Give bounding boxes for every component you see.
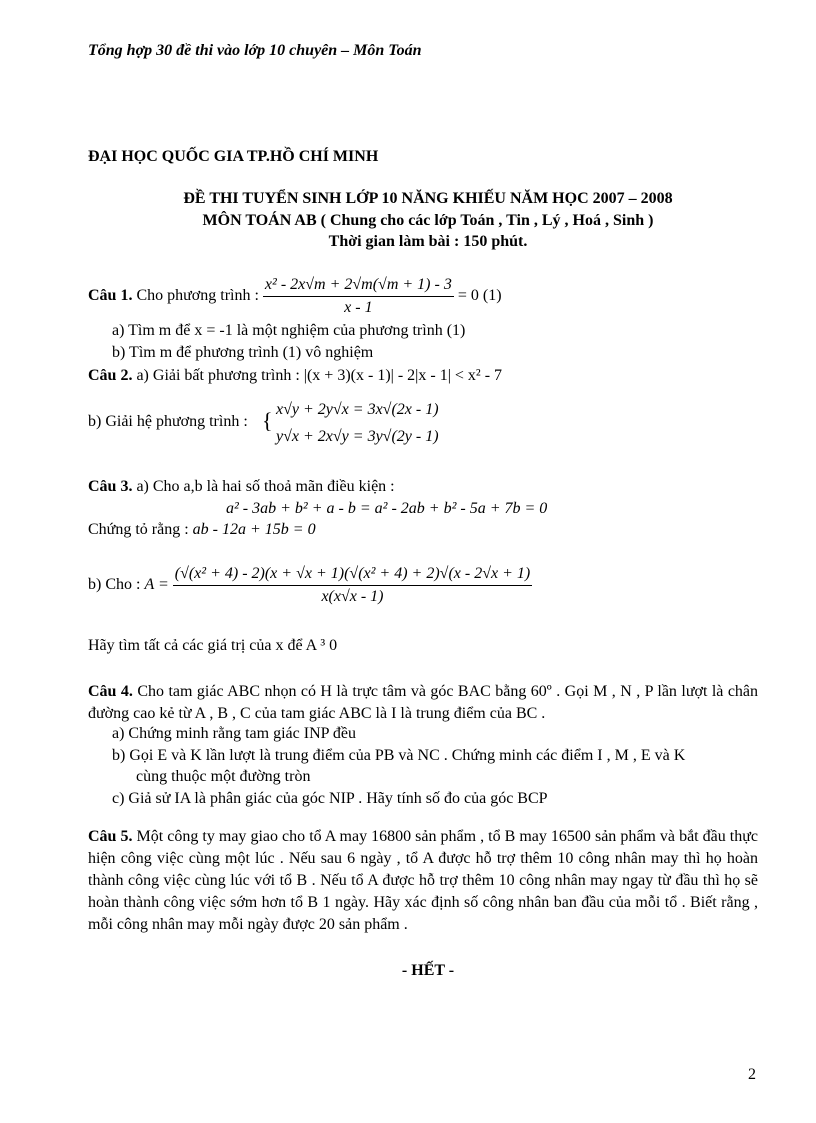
q3-b-denominator: x(x√x - 1) — [321, 588, 384, 605]
exam-title: ĐỀ THI TUYỂN SINH LỚP 10 NĂNG KHIẾU NĂM HỌC 2007 – 2008 — [183, 190, 673, 207]
university-name: ĐẠI HỌC QUỐC GIA TP.HỒ CHÍ MINH — [88, 148, 379, 165]
q2-part-a: a) Giải bất phương trình : |(x + 3)(x - 1)| - 2|x - 1| < x² - 7 — [136, 367, 503, 384]
q1-text: Cho phương trình : — [136, 287, 259, 305]
q3-b-numerator: (√(x² + 4) - 2)(x + √x + 1)(√(x² + 4) + 2)√(x - 2√x + 1) — [173, 565, 532, 586]
q4-part-b-line-2: cùng thuộc một đường tròn — [136, 768, 311, 785]
q1-equation-rhs: = 0 (1) — [457, 287, 502, 305]
q3-condition: a² - 3ab + b² + a - b = a² - 2ab + b² - 5a + 7b = 0 — [226, 500, 548, 517]
q3-part-a: a) Cho a,b là hai số thoả mãn điều kiện : — [136, 478, 395, 495]
q4-label: Câu 4. — [88, 683, 133, 700]
system-brace: { — [262, 408, 273, 433]
q2-part-b-text: b) Giải hệ phương trình : — [88, 413, 248, 430]
q3-label: Câu 3. — [88, 478, 133, 495]
q5-label: Câu 5. — [88, 828, 133, 845]
q3-part-b-text: b) Cho : — [88, 576, 141, 594]
q3-part-b — [88, 565, 532, 606]
duration-line: Thời gian làm bài : 150 phút. — [328, 233, 528, 250]
q3-part-b-lhs: A = — [144, 576, 169, 594]
end-marker: - HẾT - — [401, 962, 455, 979]
q4-part-c: c) Giả sử IA là phân giác của góc NIP . Hãy tính số đo của góc BCP — [112, 790, 548, 807]
q1-equation-fraction — [263, 276, 454, 317]
q2-system-eq-1: x√y + 2y√x = 3x√(2x - 1) — [276, 401, 439, 418]
question-3 — [88, 478, 395, 496]
q1-equation-numerator: x² - 2x√m + 2√m(√m + 1) - 3 — [263, 276, 454, 297]
q1-part-a: a) Tìm m để x = -1 là một nghiệm của phương trình (1) — [112, 322, 466, 339]
q1-part-b: b) Tìm m để phương trình (1) vô nghiệm — [112, 344, 374, 361]
q4-part-a: a) Chứng minh rằng tam giác INP đều — [112, 725, 357, 742]
q3-find: Hãy tìm tất cả các giá trị của x để A ³ 0 — [88, 637, 338, 654]
subject-line: MÔN TOÁN AB ( Chung cho các lớp Toán , Tin , Lý , Hoá , Sinh ) — [202, 212, 654, 229]
q1-label: Câu 1. — [88, 287, 133, 305]
q3-b-fraction — [173, 565, 532, 606]
question-1 — [88, 276, 502, 317]
q3-prove — [88, 521, 316, 539]
q2-system-eq-2: y√x + 2x√y = 3y√(2y - 1) — [276, 428, 439, 445]
q3-prove-equation: ab - 12a + 15b = 0 — [192, 521, 316, 538]
document-header: Tổng hợp 30 đề thi vào lớp 10 chuyên – Môn Toán — [88, 42, 422, 59]
q2-label: Câu 2. — [88, 367, 133, 384]
page-number: 2 — [748, 1066, 756, 1083]
question-5 — [88, 826, 758, 936]
question-2 — [88, 367, 502, 385]
q4-part-b-line-1: b) Gọi E và K lần lượt là trung điểm của PB và NC . Chứng minh các điểm I , M , E và K — [112, 747, 686, 764]
question-4 — [88, 681, 758, 725]
q3-prove-text: Chứng tỏ rằng : — [88, 521, 189, 538]
q4-text: Cho tam giác ABC nhọn có H là trực tâm và góc BAC bằng 60º . Gọi M , N , P lần lượt là chân đường cao kẻ từ A , B , C của tam giác ABC là I là trung điểm của BC . — [88, 683, 759, 722]
q5-text: Một công ty may giao cho tổ A may 16800 sản phẩm , tổ B may 16500 sản phẩm và bắt đầu thực hiện công việc cùng một lúc . Nếu sau 6 ngày , tổ A được hỗ trợ thêm 10 công nhân may thì họ hoàn thành công việc cùng lúc với tổ B . Nếu tổ A được hỗ trợ thêm 10 công nhân may ngay từ đầu thì họ sẽ hoàn thành công việc sớm hơn tổ B 1 ngày. Hãy xác định số công nhân ban đầu của mỗi tổ . Biết rằng , mỗi công nhân may mỗi ngày được 20 sản phẩm . — [88, 828, 759, 933]
q1-equation-denominator: x - 1 — [344, 299, 373, 316]
